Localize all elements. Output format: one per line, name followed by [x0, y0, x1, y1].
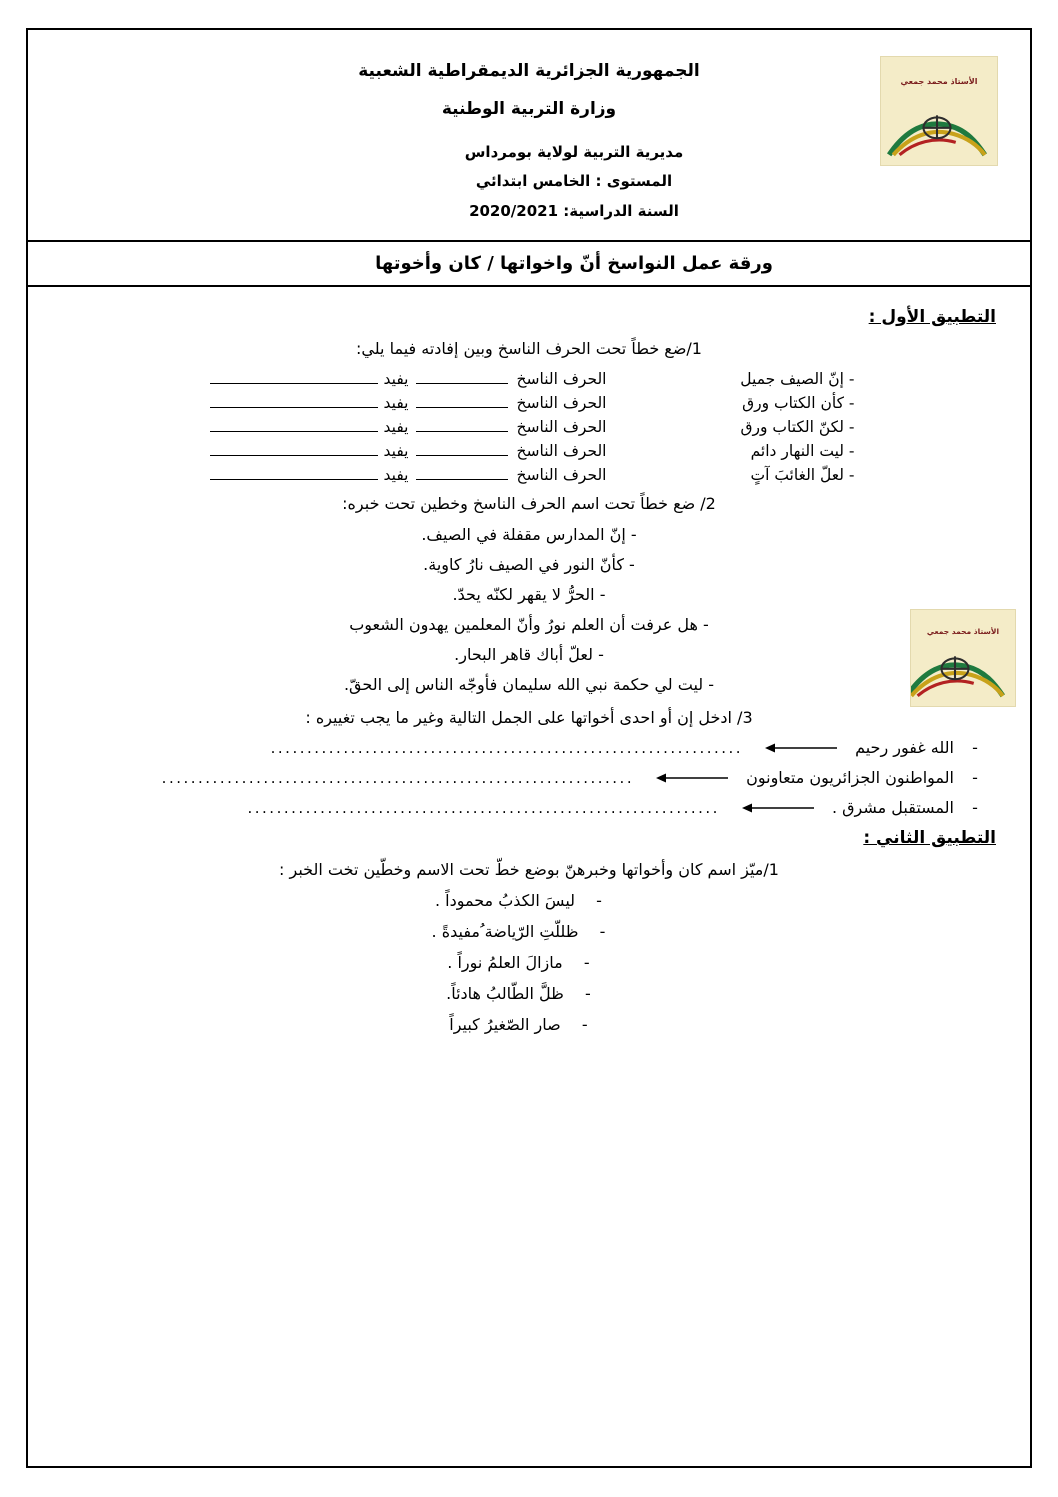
answer-blank-2[interactable] — [210, 418, 378, 432]
header-republic: الجمهورية الجزائرية الديمقراطية الشعبية — [358, 61, 700, 81]
row-label-yufid: يفيد — [383, 394, 409, 412]
row-label-yufid: يفيد — [383, 466, 409, 484]
header-school-year: السنة الدراسية: 2020/2021 — [469, 201, 679, 220]
row-label-harf: الحرف الناسخ — [516, 394, 607, 412]
section-2-title: التطبيق الثاني : — [863, 828, 996, 848]
logo-graphic-icon — [885, 107, 989, 159]
fill-blank-rows — [62, 370, 996, 484]
worksheet-frame — [26, 28, 1032, 1468]
row-sentence: - إنّ الصيف جميل — [740, 370, 855, 388]
answer-blank-2[interactable] — [210, 466, 378, 480]
item-text: صار الصّغيرُ كبيراً — [449, 1015, 561, 1034]
section-2-items — [62, 891, 996, 1034]
section-1-question-1: 1/ضع خطاً تحت الحرف الناسخ وبين إفادته فيما يلي: — [356, 339, 702, 358]
item-text: ظللّتِ الرّياضة ُمفيدةً . — [431, 922, 579, 941]
school-logo — [880, 56, 998, 166]
arrow-left-icon — [656, 772, 730, 784]
arrow-left-icon — [742, 802, 816, 814]
answer-dots[interactable]: ................................................................. — [247, 798, 720, 817]
row-sentence: - ليت النهار دائم — [750, 442, 855, 460]
header-level: المستوى : الخامس ابتدائي — [475, 172, 673, 191]
list-item: - الحرُّ لا يقهر لكنّه يحدّ. — [452, 585, 606, 604]
row-label-harf: الحرف الناسخ — [516, 442, 607, 460]
row-label-harf: الحرف الناسخ — [516, 418, 607, 436]
row-label-harf: الحرف الناسخ — [516, 370, 607, 388]
list-item — [62, 984, 996, 1003]
section-2-question-1: 1/ميّز اسم كان وأخواتها وخبرهنّ بوضع خطّ تحت الاسم وخطّين تخت الخبر : — [279, 860, 779, 879]
answer-blank-1[interactable] — [416, 394, 508, 408]
document-header — [28, 30, 1030, 242]
row-label-harf: الحرف الناسخ — [516, 466, 607, 484]
table-row — [62, 466, 996, 484]
table-row — [62, 442, 996, 460]
answer-blank-1[interactable] — [416, 418, 508, 432]
table-row — [62, 394, 996, 412]
section-1-question-3-items — [62, 738, 996, 817]
row-sentence: - كأن الكتاب ورق — [742, 394, 855, 412]
section-1-question-2: 2/ ضع خطاً تحت اسم الحرف الناسخ وخطين تحت خبره: — [342, 494, 716, 513]
row-label-yufid: يفيد — [383, 442, 409, 460]
item-dash: - — [599, 922, 606, 941]
item-text: المستقبل مشرق . — [831, 798, 954, 817]
item-dash: - — [972, 768, 978, 787]
arrow-left-icon — [765, 742, 839, 754]
list-item — [62, 798, 996, 817]
header-directorate: مديرية التربية لولاية بومرداس — [464, 143, 684, 162]
answer-blank-1[interactable] — [416, 466, 508, 480]
answer-blank-2[interactable] — [210, 442, 378, 456]
list-item: - لعلّ أباك قاهر البحار. — [454, 645, 604, 664]
item-text: ظلَّ الطّالبُ هادئاً. — [446, 984, 564, 1003]
item-text: ليسَ الكذبُ محموداً . — [434, 891, 576, 910]
row-sentence: - لكنّ الكتاب ورق — [740, 418, 855, 436]
item-text: المواطنون الجزائريون متعاونون — [746, 768, 954, 787]
item-dash: - — [583, 953, 590, 972]
section-1-question-3: 3/ ادخل إن أو احدى أخواتها على الجمل التالية وغير ما يجب تغييره : — [305, 708, 753, 727]
list-item — [62, 738, 996, 757]
answer-dots[interactable]: ................................................................. — [270, 738, 744, 757]
item-dash: - — [581, 1015, 588, 1034]
worksheet-title-bar — [28, 242, 1030, 287]
table-row — [62, 370, 996, 388]
item-dash: - — [585, 984, 591, 1003]
answer-blank-2[interactable] — [210, 370, 378, 384]
list-item — [62, 922, 996, 941]
row-sentence: - لعلّ الغائبَ آتٍ — [750, 466, 855, 484]
answer-blank-1[interactable] — [416, 442, 508, 456]
section-1-question-2-items — [62, 525, 996, 694]
item-text: مازالَ العلمُ نوراً . — [447, 953, 563, 972]
table-row — [62, 418, 996, 436]
list-item — [62, 1015, 996, 1034]
logo-label-secondary: الأستاذ محمد جمعي — [926, 627, 1000, 636]
item-text: الله غفور رحيم — [855, 738, 954, 757]
row-label-yufid: يفيد — [383, 370, 409, 388]
worksheet-title: ورقة عمل النواسخ أنّ واخواتها / كان وأخوتها — [375, 253, 773, 274]
item-dash: - — [596, 891, 602, 910]
header-ministry: وزارة التربية الوطنية — [441, 99, 617, 120]
item-dash: - — [972, 738, 978, 757]
row-label-yufid: يفيد — [383, 418, 409, 436]
answer-blank-2[interactable] — [210, 394, 378, 408]
list-item: - إنّ المدارس مقفلة في الصيف. — [421, 525, 637, 544]
answer-blank-1[interactable] — [416, 370, 508, 384]
list-item — [62, 768, 996, 787]
list-item: - كأنّ النور في الصيف نارُ كاوية. — [423, 555, 635, 574]
school-logo-secondary — [910, 609, 1016, 707]
worksheet-body — [28, 287, 1030, 1066]
logo-graphic-icon-secondary — [910, 648, 1007, 700]
list-item — [62, 953, 996, 972]
list-item — [62, 891, 996, 910]
answer-dots[interactable]: ................................................................. — [161, 768, 635, 787]
logo-label: الأستاذ محمد جمعي — [900, 77, 978, 86]
list-item: - ليت لي حكمة نبي الله سليمان فأوجّه الناس إلى الحقّ. — [343, 675, 715, 694]
list-item: - هل عرفت أن العلم نورُ وأنّ المعلمين يهدون الشعوب — [349, 615, 709, 634]
section-1-title: التطبيق الأول : — [868, 307, 996, 327]
item-dash: - — [972, 798, 978, 817]
